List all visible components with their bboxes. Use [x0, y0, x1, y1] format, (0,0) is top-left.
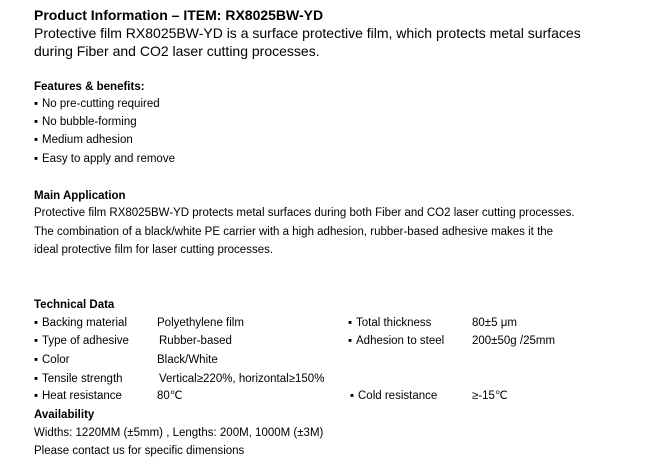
availability-line-2: Please contact us for specific dimensions: [34, 445, 245, 457]
tech-value: 80±5 μm: [472, 317, 517, 329]
page-title: Product Information – ITEM: RX8025BW-YD: [34, 7, 324, 23]
intro-line-1: Protective film RX8025BW-YD is a surface protective film, which protects metal surfaces: [34, 25, 581, 41]
application-line-1: Protective film RX8025BW-YD protects metal surfaces during both Fiber and CO2 laser cutting processes.: [34, 207, 575, 219]
tech-value: ≥-15℃: [472, 390, 508, 402]
bullet-icon: ▪: [34, 116, 39, 128]
bullet-icon: ▪: [348, 335, 353, 347]
bullet-icon: ▪: [348, 317, 353, 329]
tech-label: ▪ Backing material: [34, 317, 128, 329]
feature-item: [34, 115, 137, 130]
feature-item: [34, 152, 175, 167]
tech-value: Vertical≥220%, horizontal≥150%: [159, 373, 325, 385]
application-line-3: ideal protective film for laser cutting processes.: [34, 244, 274, 256]
bullet-icon: ▪: [34, 373, 39, 385]
feature-item-label: Easy to apply and remove: [42, 153, 175, 165]
feature-item-label: No pre-cutting required: [42, 98, 160, 110]
bullet-icon: ▪: [350, 390, 355, 402]
tech-value: 200±50g /25mm: [472, 335, 556, 347]
feature-item-label: No bubble-forming: [42, 116, 137, 128]
bullet-icon: ▪: [34, 335, 39, 347]
feature-item-label: Medium adhesion: [42, 134, 133, 146]
intro-line-2: during Fiber and CO2 laser cutting processes.: [34, 43, 320, 59]
bullet-icon: ▪: [34, 153, 39, 165]
bullet-icon: ▪: [34, 98, 39, 110]
tech-value: Black/White: [157, 354, 218, 366]
tech-label: ▪ Color: [34, 354, 70, 366]
feature-item: [34, 133, 133, 148]
technical-heading: Technical Data: [34, 299, 115, 311]
tech-label: ▪ Heat resistance: [34, 390, 122, 402]
bullet-icon: ▪: [34, 317, 39, 329]
tech-value: 80℃: [157, 390, 183, 402]
bullet-icon: ▪: [34, 390, 39, 402]
application-line-2: The combination of a black/white PE carrier with a high adhesion, rubber-based adhesive makes it the: [34, 226, 554, 238]
tech-value: Rubber-based: [159, 335, 232, 347]
tech-value: Polyethylene film: [157, 317, 244, 329]
features-heading: Features & benefits:: [34, 81, 145, 93]
tech-label: ▪ Total thickness: [348, 317, 432, 329]
bullet-icon: ▪: [34, 134, 39, 146]
tech-label: ▪ Cold resistance: [350, 390, 438, 402]
tech-label: ▪ Tensile strength: [34, 373, 123, 385]
feature-item: [34, 97, 160, 112]
availability-line-1: Widths: 1220MM (±5mm) , Lengths: 200M, 1000M (±3M): [34, 427, 324, 439]
bullet-icon: ▪: [34, 354, 39, 366]
availability-heading: Availability: [34, 409, 95, 421]
tech-label: ▪ Type of adhesive: [34, 335, 129, 347]
tech-label: ▪ Adhesion to steel: [348, 335, 445, 347]
application-heading: Main Application: [34, 190, 126, 202]
